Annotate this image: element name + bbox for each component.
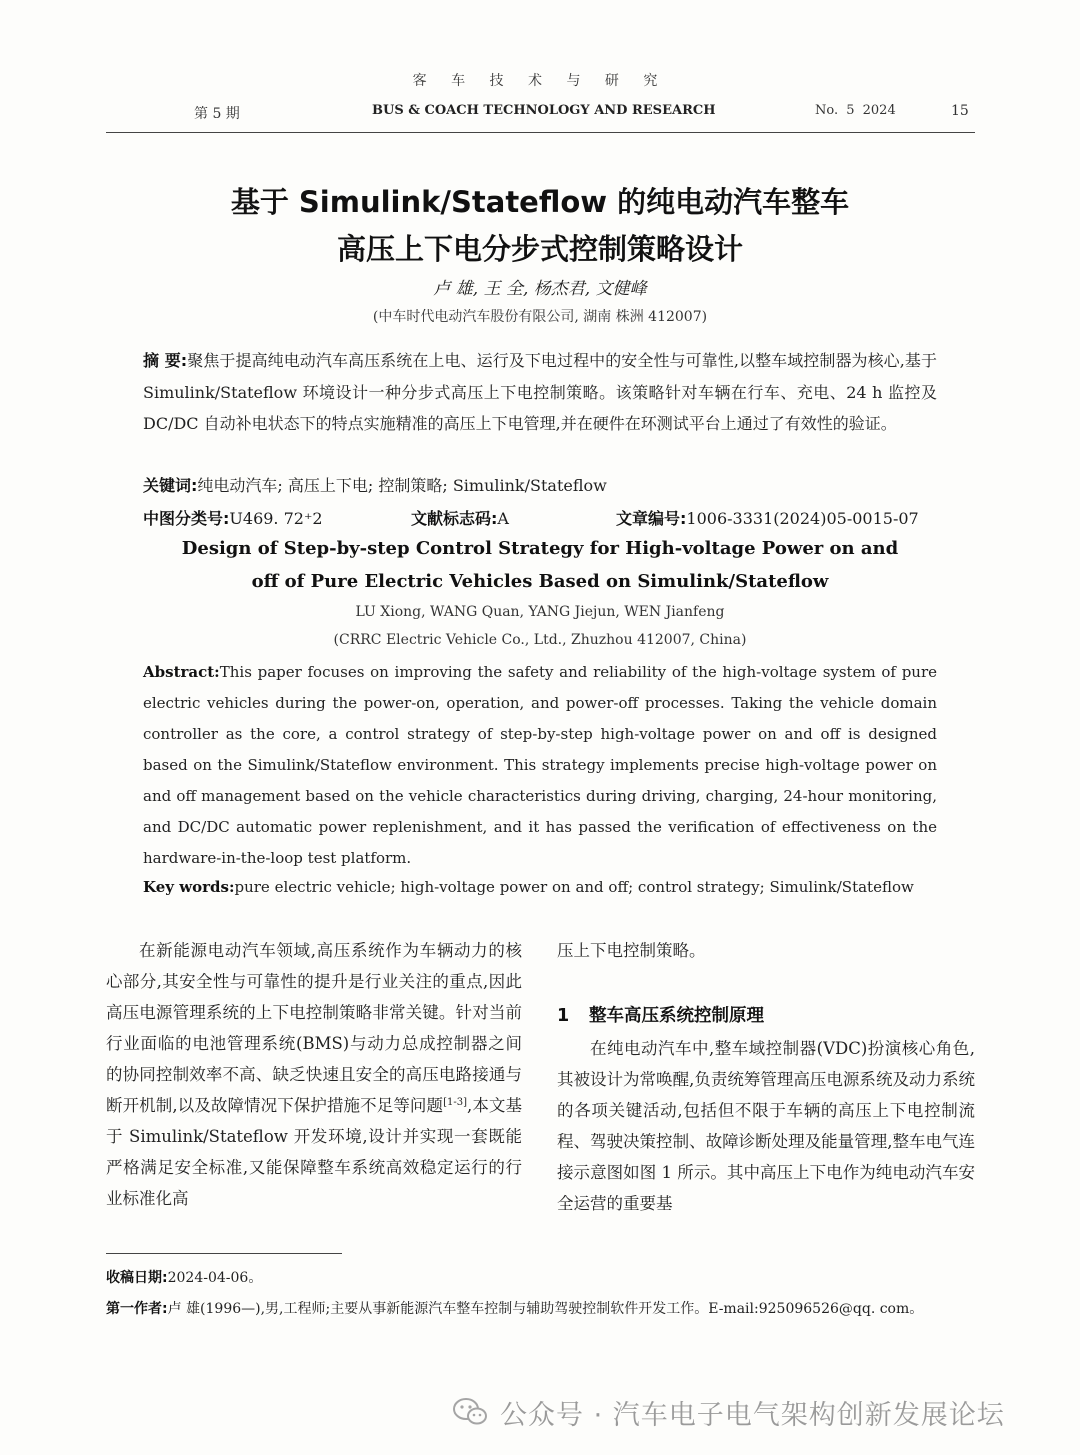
title-cn-line-1: 基于 Simulink/Stateflow 的纯电动汽车整车 [230,185,850,219]
body-right-paragraph: 在纯电动汽车中,整车域控制器(VDC)扮演核心角色,其被设计为常唤醒,负责统筹管理高压电源系统及动力系统的各项关键活动,包括但不限于车辆的高压上下电控制流程、驾驶决策控制、故障诊断处理及能量管理,整车电气连接示意图如图 1 所示。其中高压上下电作为纯电动汽车安全运营的重要基 [557,1039,975,1213]
issue-number-year: No. 5 2024 [815,103,896,118]
article-number [616,506,919,529]
authors-en: LU Xiong, WANG Quan, YANG Jiejun, WEN Jianfeng [355,604,725,620]
received-label: 收稿日期: [106,1270,168,1286]
body-left-paragraph [106,935,522,1214]
abstract-cn [143,345,937,440]
abstract-en-label: Abstract: [143,663,220,681]
keywords-cn-text: 纯电动汽车; 高压上下电; 控制策略; Simulink/Stateflow [197,476,607,495]
wechat-icon [452,1397,488,1427]
section-heading [557,1002,764,1027]
footnote-author [106,1294,976,1325]
body-left-text-b: ,本文基于 Simulink/Stateflow 开发环境,设计并实现一套既能严格满足安全标准,又能保障整车系统高效稳定运行的行业标准化高 [106,1096,522,1208]
watermark-text: 公众号 · 汽车电子电气架构创新发展论坛 [500,1399,1005,1431]
body-right-continuation: 压上下电控制策略。 [557,941,706,960]
clc-value: U469. 72⁺2 [229,509,323,528]
received-value: 2024-04-06。 [167,1270,263,1286]
first-author-value: 卢 雄(1996—),男,工程师;主要从事新能源汽车整车控制与辅助驾驶控制软件开发工作。E-mail:925096526@qq. com。 [167,1301,924,1317]
keywords-en-label: Key words: [143,878,235,896]
journal-name-en: BUS & COACH TECHNOLOGY AND RESEARCH [372,103,716,118]
clc [143,506,323,529]
title-en-line-1: Design of Step-by-step Control Strategy for High-voltage Power on and [181,538,899,559]
article-number-label: 文章编号: [616,509,687,528]
citation: [1-3] [443,1097,467,1108]
keywords-en [143,878,943,896]
clc-label: 中图分类号: [143,509,230,528]
doc-code-label: 文献标志码: [411,509,498,528]
abstract-en-text: This paper focuses on improving the safety and reliability of the high-voltage system of pure electric vehicles during the power-on, operation, and power-off processes. Taking the vehicle domain controller as the core, a control strategy of step-by-step high-voltage power on and off is designed based on the Simulink/Stateflow environment. This strategy implements precise high-voltage power on and off management based on the vehicle characteristics during driving, charging, 24-hour monitoring, and DC/DC automatic power replenishment, and it has passed the verification of effectiveness on the hardware-in-the-loop test platform. [143,663,937,867]
affiliation-en: (CRRC Electric Vehicle Co., Ltd., Zhuzhou 412007, China) [333,632,747,648]
doc-code [411,506,509,529]
title-en-line-2: off of Pure Electric Vehicles Based on Simulink/Stateflow [251,571,829,592]
journal-name-cn: 客 车 技 术 与 研 究 [412,73,668,89]
doc-code-value: A [497,509,509,528]
footnote-rule [106,1253,342,1254]
title-cn-line-2: 高压上下电分步式控制策略设计 [336,232,743,266]
keywords-cn-label: 关键词: [143,476,198,495]
affiliation-cn: (中车时代电动汽车股份有限公司, 湖南 株洲 412007) [372,309,708,325]
section-title: 整车高压系统控制原理 [589,1006,764,1026]
abstract-cn-label: 摘 要: [143,351,188,370]
first-author-label: 第一作者: [106,1301,168,1317]
footnote-received [106,1263,976,1294]
article-number-value: 1006-3331(2024)05-0015-07 [686,509,919,528]
abstract-cn-text: 聚焦于提高纯电动汽车高压系统在上电、运行及下电过程中的安全性与可靠性,以整车域控制器为核心,基于 Simulink/Stateflow 环境设计一种分步式高压上下电控制策略。该策略针对车辆在行车、充电、24 h 监控及 DC/DC 自动补电状态下的特点实施精准的高压上下电管理,并在硬件在环测试平台上通过了有效性的验证。 [143,351,937,433]
issue-label: 第 5 期 [194,106,240,122]
keywords-en-text: pure electric vehicle; high-voltage power on and off; control strategy; Simulink/Stateflow [234,878,914,896]
page-number: 15 [951,103,969,119]
header-rule [106,132,975,133]
watermark [452,1390,1005,1434]
keywords-cn [143,470,937,502]
section-number: 1 [557,1006,570,1026]
authors-cn: 卢 雄, 王 全, 杨杰君, 文健峰 [433,279,647,299]
body-left-text-a: 在新能源电动汽车领域,高压系统作为车辆动力的核心部分,其安全性与可靠性的提升是行业关注的重点,因此高压电源管理系统的上下电控制策略非常关键。针对当前行业面临的电池管理系统(BMS)与动力总成控制器之间的协同控制效率不高、缺乏快速且安全的高压电路接通与断开机制,以及故障情况下保护措施不足等问题 [106,941,522,1115]
abstract-en [143,657,937,874]
